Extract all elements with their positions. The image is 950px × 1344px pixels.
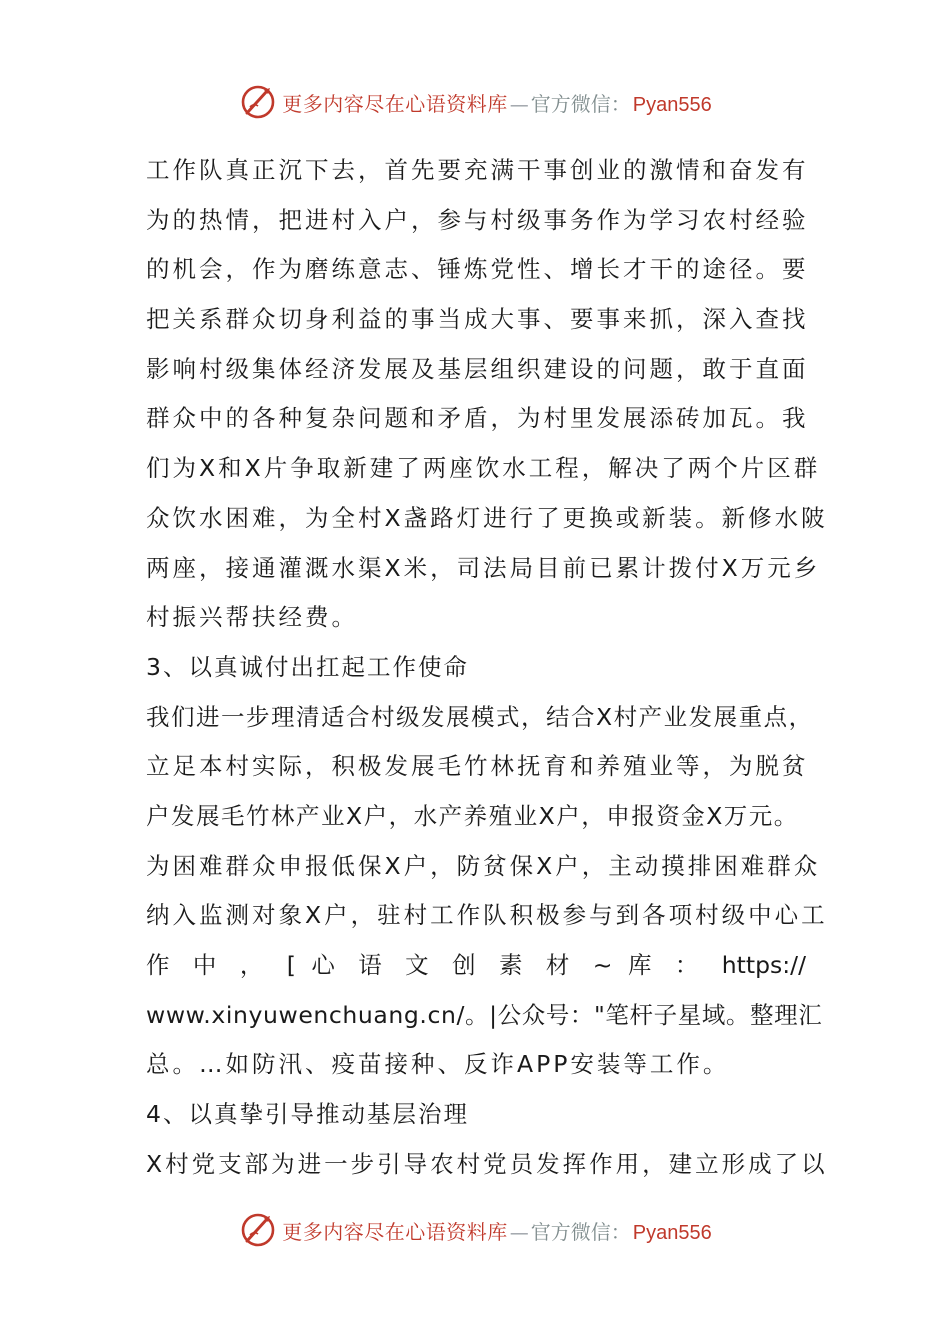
header-banner: [0, 80, 950, 124]
body-line: 立足本村实际，积极发展毛竹林抚育和养殖业等，为脱贫: [146, 752, 809, 781]
banner-dash: —: [509, 93, 529, 116]
pen-circle-logo-icon: [238, 1210, 278, 1250]
banner-main-text: 更多内容尽在心语资料库: [282, 1219, 508, 1244]
body-line: 工作队真正沉下去，首先要充满干事创业的激情和奋发有: [146, 156, 809, 184]
body-line: 群众中的各种复杂问题和矛盾，为村里发展添砖加瓦。我: [146, 404, 809, 433]
banner-main-text: 更多内容尽在心语资料库: [282, 91, 508, 116]
section-heading: 3、以真诚付出扛起工作使命: [146, 652, 469, 681]
body-line: 为困难群众申报低保X户，防贫保X户，主动摸排困难群众: [146, 851, 821, 880]
body-line-with-link: 作 中 ， [ 心 语 文 创 素 材 ~ 库 ： https://: [146, 951, 806, 979]
body-line: 村振兴帮扶经费。: [146, 603, 358, 632]
body-line: 为的热情，把进村入户，参与村级事务作为学习农村经验: [146, 205, 809, 234]
body-line: 的机会，作为磨练意志、锤炼党性、增长才干的途径。要: [146, 255, 809, 284]
pen-circle-logo-icon: [238, 82, 278, 122]
banner-official-label: 官方微信：: [530, 1219, 631, 1244]
body-line: 我们进一步理清适合村级发展模式，结合X村产业发展重点，: [146, 702, 814, 731]
section-heading: 4、以真挚引导推动基层治理: [146, 1100, 469, 1129]
body-line: 们为X和X片争取新建了两座饮水工程，解决了两个片区群: [146, 454, 821, 483]
body-line: 总。…如防汛、疫苗接种、反诈APP安装等工作。: [146, 1050, 730, 1079]
body-line: X村党支部为进一步引导农村党员发挥作用，建立形成了以: [146, 1149, 828, 1178]
body-line: 户发展毛竹林产业X户，水产养殖业X户，申报资金X万元。: [146, 801, 799, 830]
body-line: 影响村级集体经济发展及基层组织建设的问题，敢于直面: [146, 354, 809, 383]
body-line: 纳入监测对象X户，驻村工作队积极参与到各项村级中心工: [146, 901, 828, 930]
body-line: 两座，接通灌溉水渠X米，司法局目前已累计拨付X万元乡: [146, 553, 821, 582]
body-line: 众饮水困难，为全村X盏路灯进行了更换或新装。新修水陂: [146, 503, 828, 532]
body-line: 把关系群众切身利益的事当成大事、要事来抓，深入查找: [146, 305, 809, 334]
footer-banner: [0, 1208, 950, 1252]
banner-official-label: 官方微信：: [530, 91, 631, 116]
banner-text: [282, 88, 711, 117]
banner-text: [282, 1216, 711, 1245]
banner-wechat-id: Pyan556: [632, 93, 712, 116]
banner-wechat-id: Pyan556: [632, 1221, 712, 1244]
body-line-with-link: www.xinyuwenchuang.cn/。|公众号："笔杆子星域。整理汇: [146, 1000, 823, 1029]
banner-dash: —: [509, 1221, 529, 1244]
document-body: [146, 146, 828, 1189]
